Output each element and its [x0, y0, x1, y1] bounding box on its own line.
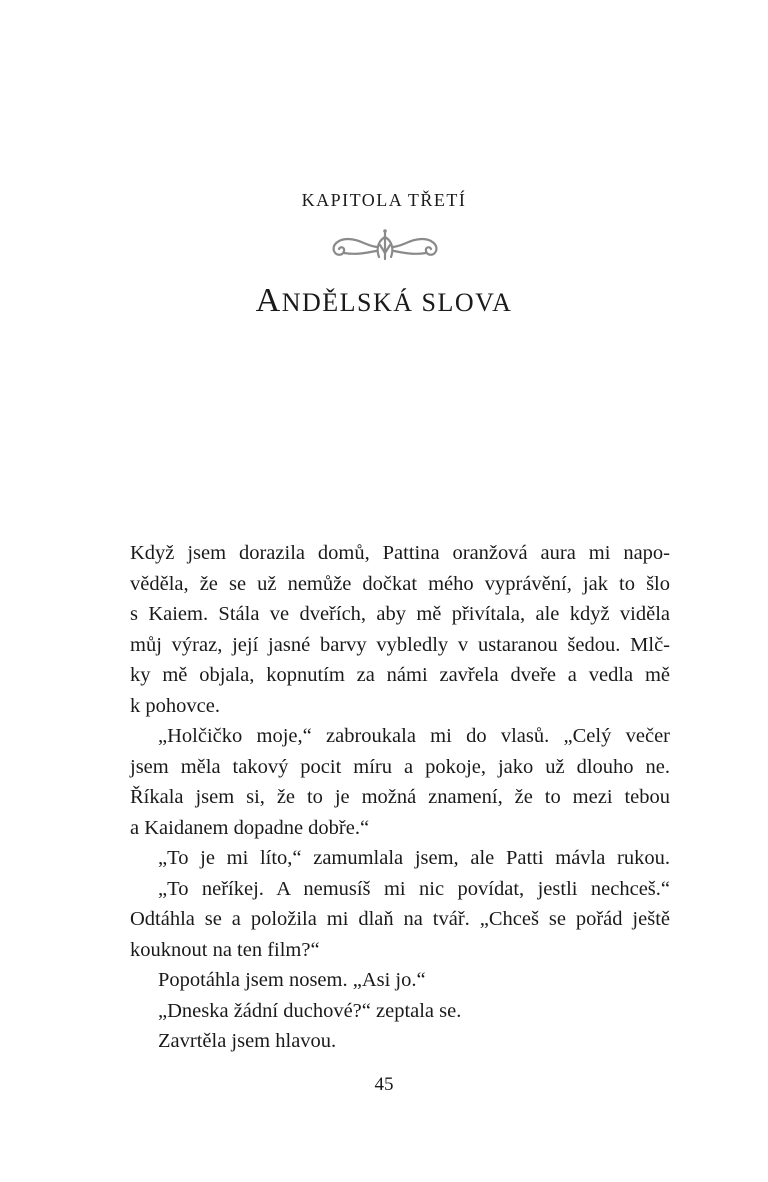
text-line: Když jsem dorazila domů, Pattina oranžová aura mi napo-	[130, 542, 670, 564]
text-line: kouknout na ten film?“	[130, 938, 320, 961]
text-line: můj výraz, její jasné barvy vybledly v ustaranou šedou. Mlč-	[130, 633, 670, 656]
text-line: jsem měla takový pocit míru a pokoje, jako už dlouho ne.	[130, 755, 670, 778]
chapter-title-rest: NDĚLSKÁ SLOVA	[281, 288, 513, 317]
text-line: věděla, že se už nemůže dočkat mého vyprávění, jak to šlo	[130, 572, 670, 595]
chapter-kicker: KAPITOLA TŘETÍ	[301, 190, 467, 210]
text-line: Odtáhla se a položila mi dlaň na tvář. „Chceš se pořád ještě	[130, 908, 670, 930]
chapter-title	[0, 282, 768, 320]
text-line: Zavrtěla jsem hlavou.	[158, 1030, 337, 1052]
text-line: Popotáhla jsem nosem. „Asi jo.“	[158, 969, 426, 991]
text-line: a Kaidanem dopadne dobře.“	[130, 816, 370, 839]
text-line: k pohovce.	[130, 694, 220, 717]
text-line: „Dneska žádní duchové?“ zeptala se.	[158, 999, 462, 1022]
text-line: „Holčičko moje,“ zabroukala mi do vlasů. „Celý večer	[158, 725, 670, 747]
text-line: „To neříkej. A nemusíš mi nic povídat, jestli nechceš.“	[158, 877, 670, 900]
text-line: s Kaiem. Stála ve dveřích, aby mě přivítala, ale když viděla	[130, 603, 670, 625]
page-number: 45	[374, 1074, 394, 1095]
chapter-title-initial: A	[255, 282, 282, 319]
text-line: „To je mi líto,“ zamumlala jsem, ale Patti mávla rukou.	[158, 847, 670, 869]
text-line: Říkala jsem si, že to je možná znamení, že to mezi tebou	[130, 786, 670, 808]
decorative-flourish-icon	[326, 225, 444, 269]
body-text	[130, 538, 670, 1057]
text-line: ky mě objala, kopnutím za námi zavřela dveře a vedla mě	[130, 664, 670, 686]
